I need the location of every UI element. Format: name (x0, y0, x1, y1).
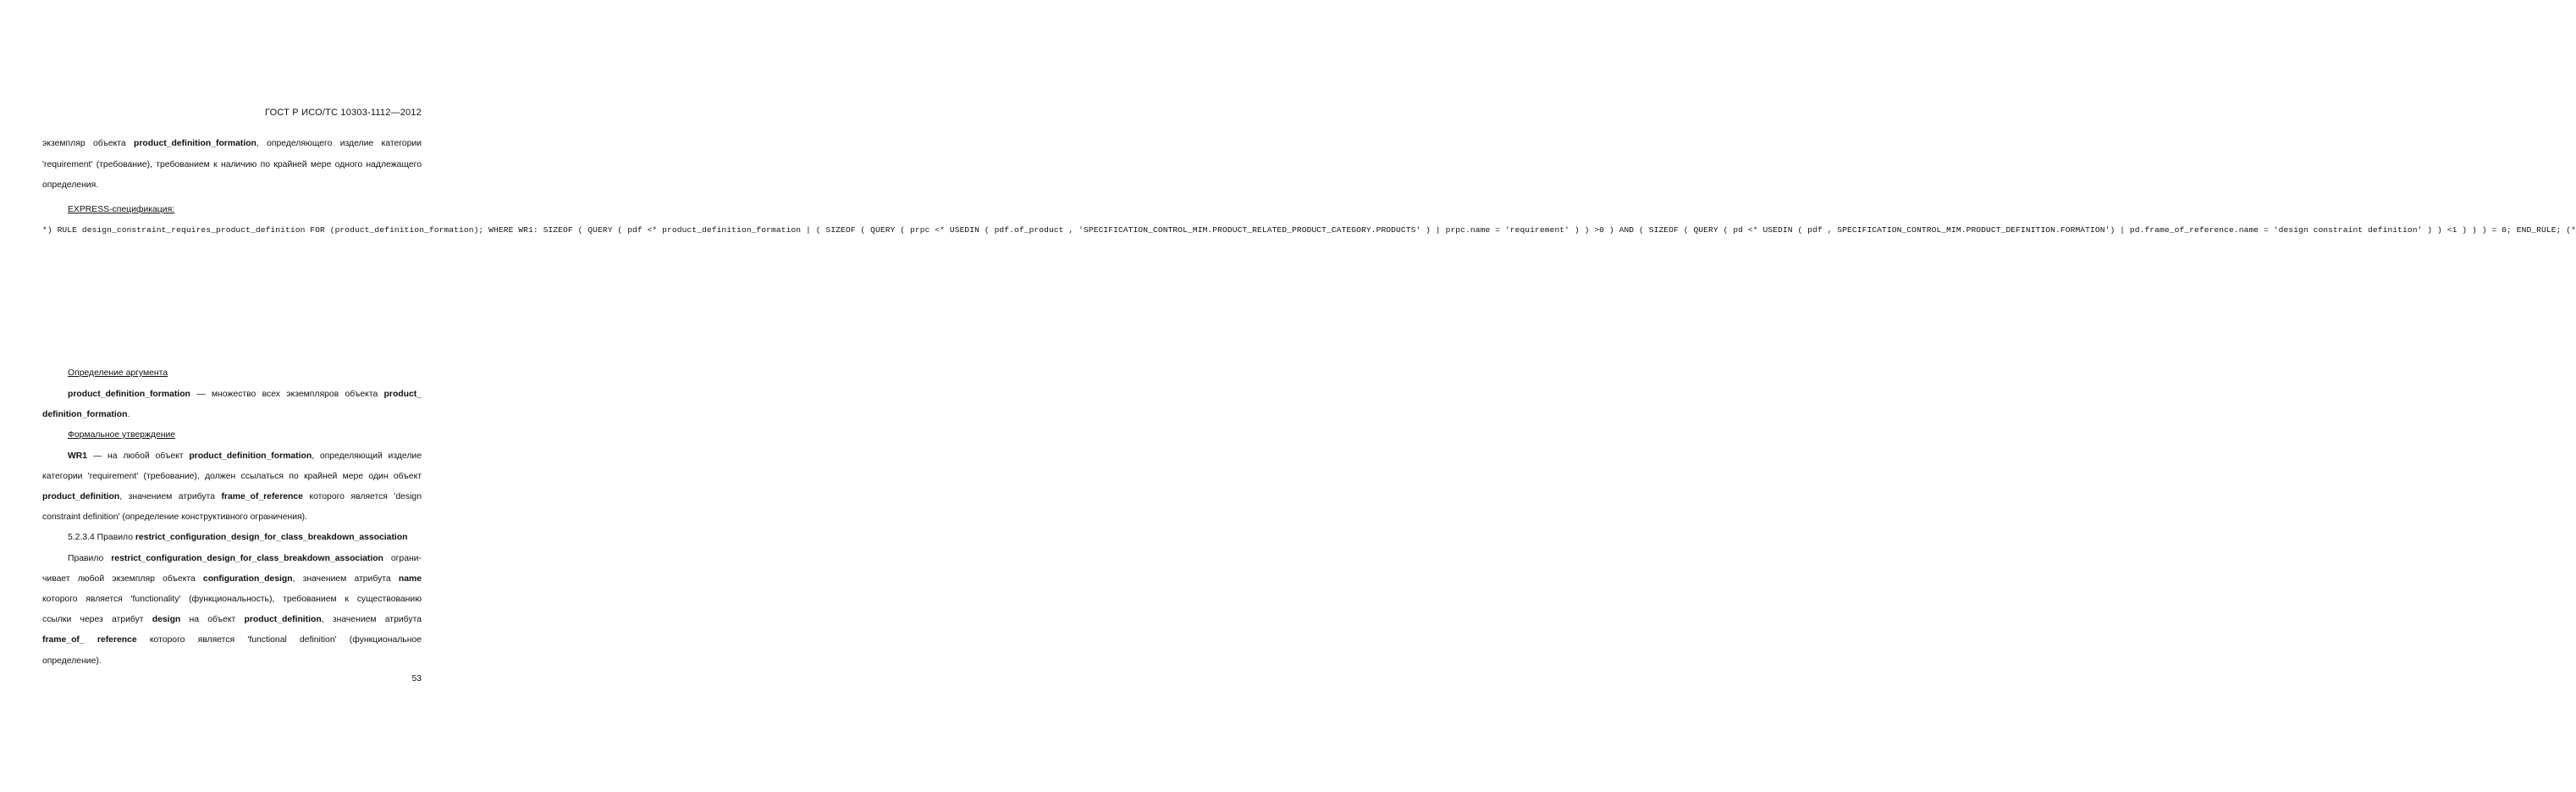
argument-line: product_definition_formation — множество всех экземпляров объекта product_ (68, 390, 422, 399)
para-line: определения. (42, 180, 99, 190)
formal-heading: Формальное утверждение (68, 430, 176, 440)
rule-line: чивает любой экземпляр объекта configuration_design, значением атрибута name (42, 574, 422, 584)
express-heading: EXPRESS-спецификация: (68, 205, 175, 214)
argument-line: definition_formation. (42, 410, 130, 419)
para-line: 'requirement' (требование), требованием к наличию по крайней мере одного надлежащего (42, 160, 422, 169)
wr1-line: constraint definition' (определение конструктивного ограничения). (42, 512, 307, 522)
page-number: 53 (411, 674, 422, 684)
express-code-block: *) RULE design_constraint_requires_product_definition FOR (product_definition_formation); WHERE WR1: SIZEOF ( QUERY ( pdf <* product_definition_formation | ( SIZEOF ( QUERY ( prpc <* USEDIN ( pdf.of_product , 'SPECIFICATION_CONTROL_MIM.PRODUCT_RELATED_PRODUCT_CATEGORY.PRODUCTS' ) | prpc.name = 'requirement' ) ) >0 ) AND ( SIZEOF ( QUERY ( pd <* USEDIN ( pdf , SPECIFICATION_CONTROL_MIM.PRODUCT_DEFINITION.FORMATION') | pd.frame_of_reference.name = 'design constraint definition' ) ) <1 ) ) ) = 0; END_RULE; (* (42, 225, 2576, 235)
argument-heading: Определение аргумента (68, 368, 168, 378)
para-line: экземпляр объекта product_definition_formation, определяющего изделие категории (42, 139, 422, 148)
rule-line: Правило restrict_configuration_design_for_class_breakdown_association ограни- (68, 554, 422, 563)
rule-line: определение). (42, 656, 102, 666)
rule-line: frame_of_ reference которого является 'functional definition' (функциональное (42, 635, 422, 645)
wr1-line: product_definition, значением атрибута frame_of_reference которого является 'design (42, 492, 422, 501)
page-header: ГОСТ Р ИСО/ТС 10303-1112—2012 (265, 108, 422, 118)
wr1-line: категории 'requirement' (требование), должен ссылаться по крайней мере один объект (42, 472, 422, 481)
rule-line: которого является 'functionality' (функциональность), требованием к существованию (42, 595, 422, 604)
rule-line: ссылки через атрибут design на объект product_definition, значением атрибута (42, 615, 422, 624)
wr1-line: WR1 — на любой объект product_definition_formation, определяющий изделие (68, 451, 422, 461)
section-heading: 5.2.3.4 Правило restrict_configuration_design_for_class_breakdown_association (68, 533, 408, 542)
